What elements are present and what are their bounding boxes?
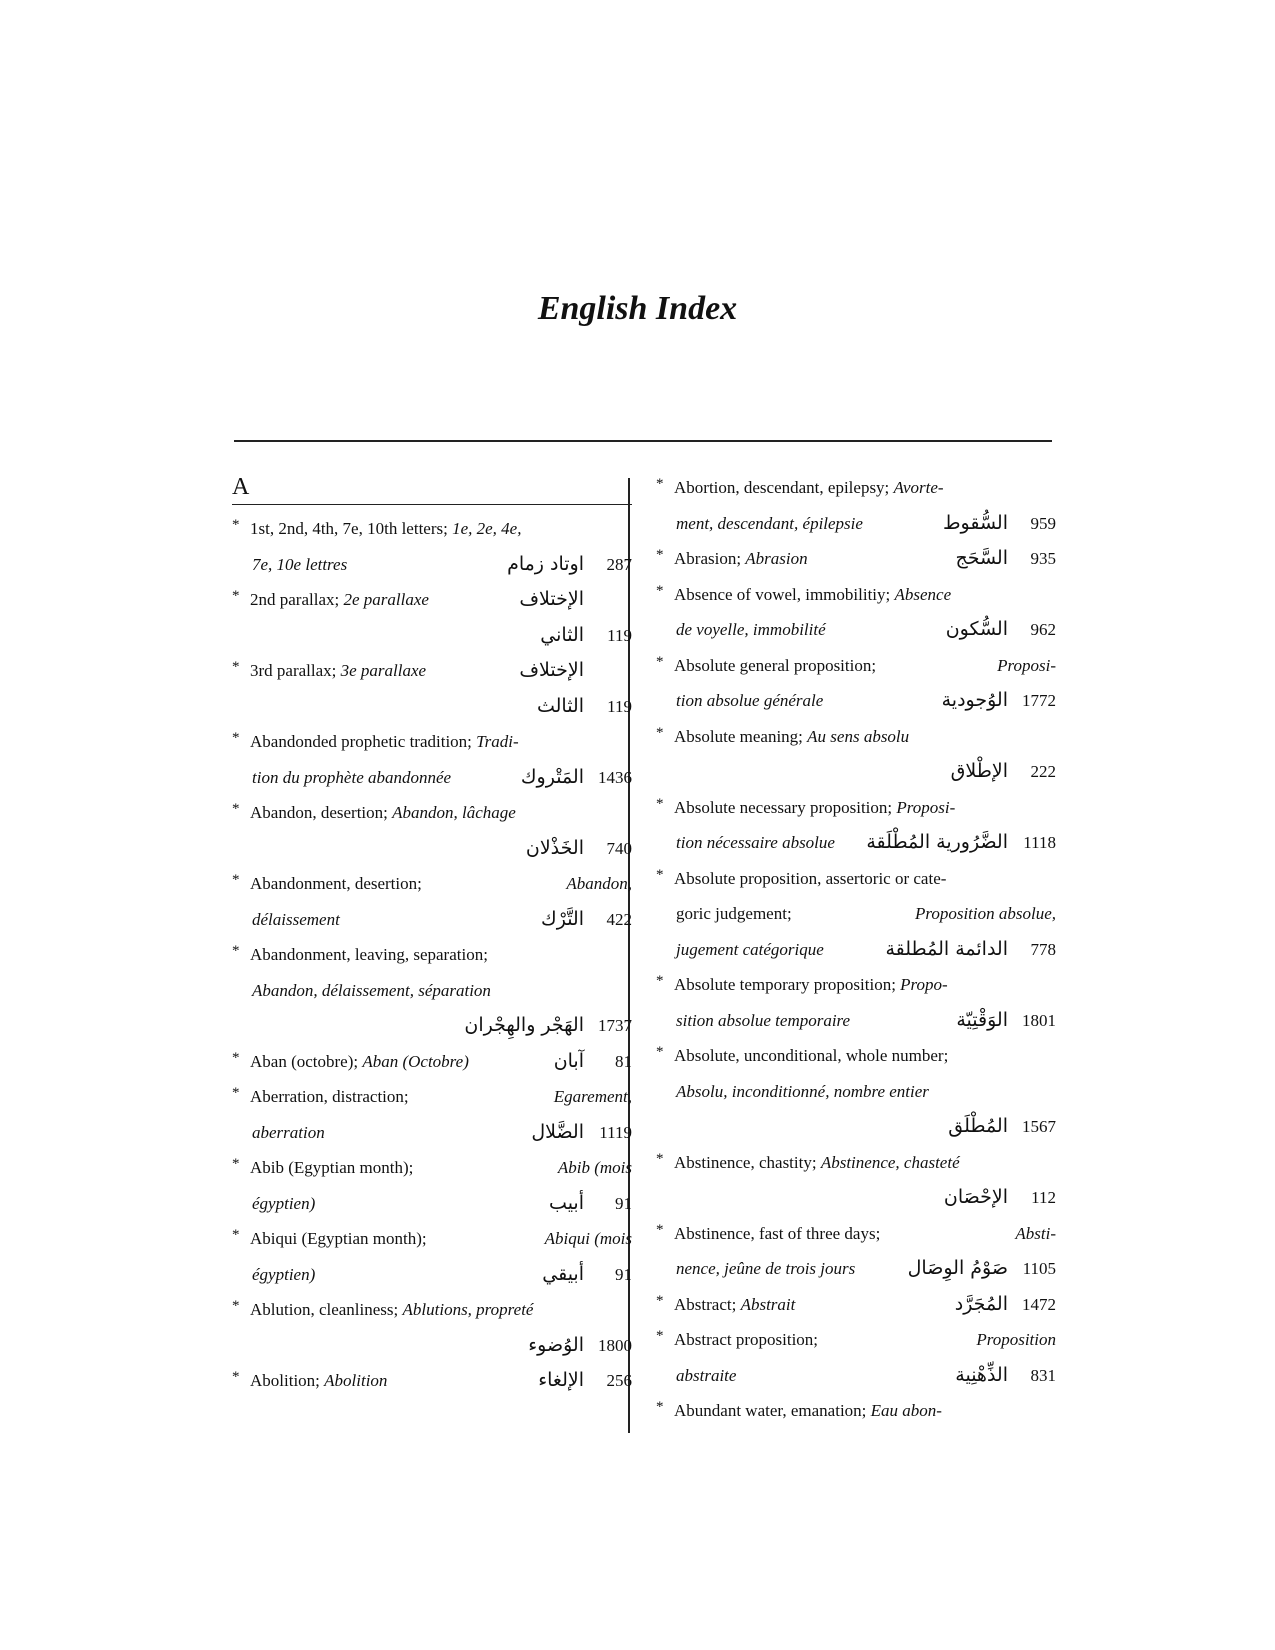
entry-term: Abolition; [250,1371,320,1390]
entry-term: Abiqui (Egyptian month); [250,1229,427,1248]
entry-term: Abstract proposition; [674,1330,819,1349]
entry-term: Abandonment, leaving, separation; [250,945,488,964]
index-entry: * Abortion, descendant, epilepsy; Avorte- ment, descendant, épilepsie السُّقوط 959 [656,470,1056,541]
entry-arabic: التَّرْك [541,907,584,930]
entry-page: 1119 [599,1122,632,1142]
index-entry: * Abiqui (Egyptian month); Abiqui (mois égyptien) أبيقي 91 [232,1221,632,1292]
entry-french: 1e, 2e, 4e, [452,519,522,538]
index-entry: * 2nd parallax; 2e parallaxe الإختلاف الثاني 119 [232,582,632,653]
index-entry: * Absolute temporary proposition; Propo- sition absolue temporaire الوَقْتِيّة 1801 [656,967,1056,1038]
index-entry: * Abandonment, leaving, separation; Abandon, délaissement, séparation الهَجْر والهِجْران 1737 [232,937,632,1044]
entry-french: Proposi- [896,797,956,817]
entry-french: Abolition [324,1371,388,1390]
entry-french: égyptien) [252,1264,316,1284]
entry-french: Abstinence, chasteté [820,1152,960,1172]
entry-page: 119 [607,696,632,716]
entry-page: 1118 [1023,833,1056,852]
entry-page: 1567 [1022,1117,1056,1136]
entry-page: 935 [1030,549,1056,568]
entry-page: 962 [1030,620,1056,639]
entry-page: 1436 [598,767,632,787]
entry-term: 1st, 2nd, 4th, 7e, 10th letters; [250,519,448,538]
entry-french: Abiqui (mois [544,1229,632,1248]
index-entry: * 1st, 2nd, 4th, 7e, 10th letters; 1e, 2e, 4e, 7e, 10e lettres اوتاد زمام 287 [232,511,632,582]
entry-arabic: صَوْمُ الوِصَال [907,1257,1008,1279]
index-entry: * Absolute necessary proposition; Proposi- tion nécessaire absolue الضَّرُورية المُطْلَقة 1118 [656,790,1056,861]
index-entry: * Abib (Egyptian month); Abib (mois égyptien) أبيب 91 [232,1150,632,1221]
entry-term: Abortion, descendant, epilepsy; [674,478,890,497]
left-column [232,470,632,1399]
index-entry: * Abstinence, fast of three days; Absti- nence, jeûne de trois jours صَوْمُ الوِصَال 1105 [656,1216,1056,1287]
entry-french: Abib (mois [557,1158,632,1177]
entry-term: Absolute general proposition; [674,655,877,675]
entry-arabic: اوتاد زمام [507,552,584,575]
entry-arabic: الخَذْلان [525,836,584,859]
entry-arabic: السُّقوط [942,511,1008,534]
entry-term: Aban (octobre); [250,1051,359,1071]
entry-french: Absolu, inconditionné, nombre entier [676,1081,929,1101]
entry-arabic: الوُضوء [528,1333,584,1356]
entry-arabic: الثاني [540,623,584,646]
entry-term: Ablution, cleanliness; [250,1300,399,1319]
index-entry: * Abolition; Abolition الإلغاء 256 [232,1363,632,1399]
entry-arabic: الإلغاء [538,1369,584,1391]
entry-term: Abandonment, desertion; [250,874,422,893]
entry-term: Absolute, unconditional, whole number; [674,1046,949,1065]
entry-page: 1800 [598,1335,632,1355]
section-letter: A [232,474,250,500]
entry-french: nence, jeûne de trois jours [676,1259,856,1278]
index-entry: * Abstract; Abstrait المُجَرَّد 1472 [656,1287,1056,1323]
index-entry: * Abandonment, desertion; Abandon, délaissement التَّرْك 422 [232,866,632,937]
index-entry: * Absolute meaning; Au sens absolu الإطْلاق 222 [656,719,1056,790]
index-entry: * Absolute general proposition; Proposi- tion absolue générale الوُجودية 1772 [656,648,1056,719]
entry-arabic: المَتْروك [520,765,584,788]
entry-arabic: الضَّرُورية المُطْلَقة [866,831,1008,853]
entry-french: Abandon, délaissement, séparation [252,980,491,1000]
entry-french: Absti- [1015,1223,1056,1243]
entry-term: Absence of vowel, immobilitiy; [674,584,891,604]
section-rule [232,504,632,505]
entry-page: 740 [606,838,632,858]
entry-french: Ablutions, propreté [402,1300,534,1319]
entry-term: Absolute temporary proposition; [674,975,896,994]
index-entry: * 3rd parallax; 3e parallaxe الإختلاف الثالث 119 [232,653,632,724]
index-entry: * Absolute, unconditional, whole number; Absolu, inconditionné, nombre entier المُطْلَق 1567 [656,1038,1056,1145]
entry-french: Tradi- [476,732,519,751]
entry-french: 2e parallaxe [343,590,429,609]
entry-page: 1737 [598,1016,632,1035]
entry-term: Absolute proposition, assertoric or cate- [674,868,947,888]
index-entry: * Absolute proposition, assertoric or cate- goric judgement; Proposition absolue, jugement catégorique الدائمة المُطلقة 778 [656,861,1056,968]
entry-french: égyptien) [252,1193,316,1213]
entry-arabic: الضَّلال [531,1120,584,1143]
entry-french: Proposition absolue, [914,904,1056,923]
entry-french: Propo- [900,975,948,994]
page-title: English Index [537,290,738,327]
entry-page: 422 [606,909,632,929]
entry-arabic: المُطْلَق [948,1115,1008,1137]
entry-arabic: السُّكون [945,618,1008,640]
index-entry: * Abstinence, chastity; Abstinence, chasteté الإحْصَان 112 [656,1145,1056,1216]
entry-french: abstraite [676,1365,737,1385]
entry-term: Abstinence, fast of three days; [674,1223,881,1243]
entry-french: sition absolue temporaire [676,1010,851,1030]
entry-french: Proposi- [997,655,1056,675]
entry-arabic: السَّحَج [955,547,1008,569]
entry-french: Absence [894,584,952,604]
entry-french: Egarement, [553,1087,632,1106]
entry-term: Abandonded prophetic tradition; [250,732,472,751]
entry-arabic: الإختلاف [519,659,584,681]
entry-arabic: الوُجودية [941,689,1008,711]
entry-french: délaissement [252,909,340,929]
entry-term: Absolute necessary proposition; [674,797,893,817]
entry-french: ment, descendant, épilepsie [676,513,863,533]
entry-page: 222 [1030,762,1056,781]
entry-term: Absolute meaning; [674,726,803,746]
entry-french: 3e parallaxe [340,661,427,680]
entry-arabic: أبيقي [542,1262,584,1285]
entry-arabic: الإحْصَان [943,1186,1008,1208]
entry-french: tion du prophète abandonnée [252,767,452,787]
entry-term: Abib (Egyptian month); [250,1158,414,1177]
entry-french: Abandon, [566,874,632,893]
entry-arabic: الدائمة المُطلقة [885,937,1008,960]
entry-arabic: الوَقْتِيّة [956,1008,1008,1031]
entry-page: 1472 [1022,1294,1056,1314]
entry-term: Abstinence, chastity; [674,1152,817,1172]
entry-french: Proposition [976,1330,1056,1349]
index-entry: * Aban (octobre); Aban (Octobre) آبان 81 [232,1044,632,1080]
entry-arabic: المُجَرَّد [954,1292,1008,1315]
entry-french: tion absolue générale [676,691,824,710]
index-entry: * Abandonded prophetic tradition; Tradi- tion du prophète abandonnée المَتْروك 1436 [232,724,632,795]
entry-page: 1105 [1022,1259,1056,1278]
index-entry: * Absence of vowel, immobilitiy; Absence de voyelle, immobilité السُّكون 962 [656,577,1056,648]
entry-french: Avorte- [893,478,944,497]
entry-french: 7e, 10e lettres [252,554,348,574]
entry-french: Abrasion [745,549,808,568]
entry-french: Abandon, lâchage [392,803,516,822]
entry-page: 287 [606,554,632,574]
entry-page: 256 [606,1371,632,1390]
index-entry: * Abstract proposition; Proposition abstraite الذِّهْنِية 831 [656,1322,1056,1393]
entry-arabic: أبيب [549,1191,584,1214]
entry-french: de voyelle, immobilité [676,620,826,639]
entry-page: 959 [1030,513,1056,533]
entry-page: 1772 [1022,691,1056,710]
entry-arabic: الثالث [536,694,584,717]
entry-french: Au sens absolu [807,726,910,746]
entry-term: 3rd parallax; [250,661,337,680]
right-column [656,470,1056,1429]
index-entry: * Abandon, desertion; Abandon, lâchage الخَذْلان 740 [232,795,632,866]
entry-arabic: الذِّهْنِية [955,1363,1008,1386]
index-entry: * Ablution, cleanliness; Ablutions, propreté الوُضوء 1800 [232,1292,632,1363]
index-entry: * Abrasion; Abrasion السَّحَج 935 [656,541,1056,577]
entry-page: 91 [615,1264,632,1284]
entry-term: Abrasion; [674,549,742,568]
entry-arabic: آبان [553,1049,584,1072]
entry-french: jugement catégorique [676,939,824,959]
entry-page: 1801 [1022,1010,1056,1030]
entry-term: Aberration, distraction; [250,1087,409,1106]
entry-term: Abstract; [674,1294,737,1314]
entry-french: Eau abon- [870,1401,942,1420]
entry-page: 81 [615,1051,632,1071]
index-entry: * Aberration, distraction; Egarement, aberration الضَّلال 1119 [232,1079,632,1150]
entry-french: tion nécessaire absolue [676,833,835,852]
entry-arabic: الإختلاف [519,588,584,610]
entry-arabic: الهَجْر والهِجْران [464,1014,584,1036]
entry-page: 91 [615,1193,632,1213]
entry-french: Abstrait [740,1294,796,1314]
entry-arabic: الإطْلاق [950,760,1008,782]
entry-term: 2nd parallax; [250,590,340,609]
entry-french: Aban (Octobre) [362,1051,469,1071]
entry-term: Abundant water, emanation; [674,1401,867,1420]
entry-term: goric judgement; [676,904,792,923]
entry-term: Abandon, desertion; [250,803,388,822]
entry-page: 112 [1031,1188,1056,1207]
entry-page: 778 [1030,939,1056,959]
entry-page: 119 [607,625,632,645]
top-rule [234,440,1052,442]
entry-page: 831 [1030,1365,1056,1385]
entry-french: aberration [252,1122,325,1142]
index-entry: * Abundant water, emanation; Eau abon- [656,1393,1056,1429]
